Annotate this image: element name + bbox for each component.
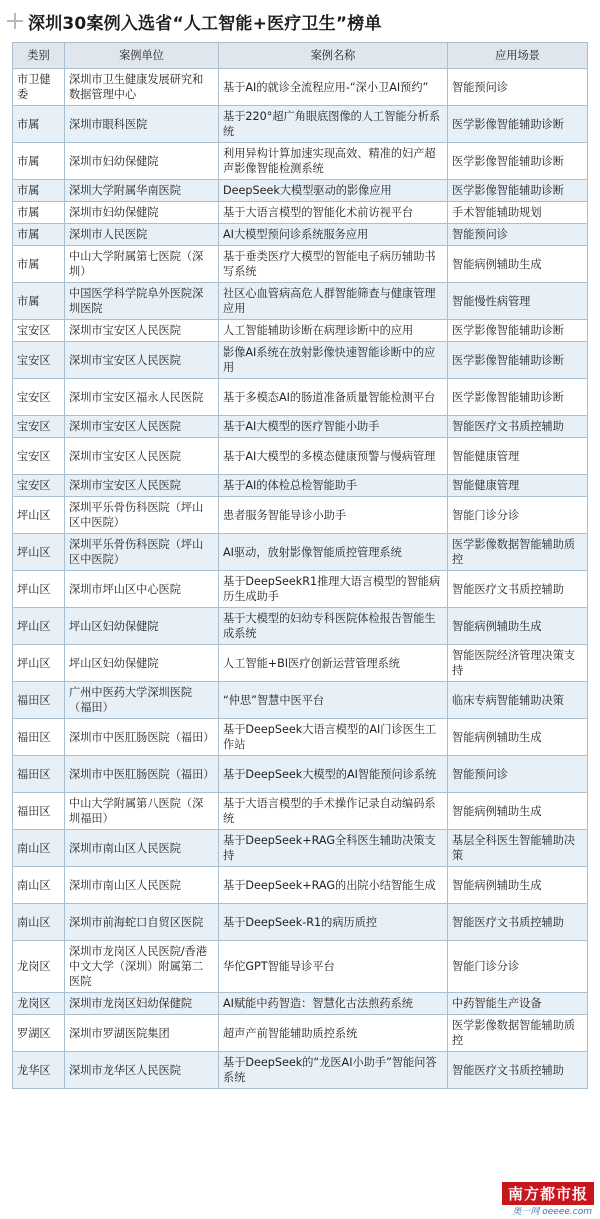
case-name-cell: 基于大语言模型的智能化术前访视平台 <box>219 202 448 224</box>
case-name-cell: 社区心血管病高危人群智能筛查与健康管理应用 <box>219 283 448 320</box>
category-cell: 罗湖区 <box>13 1015 65 1052</box>
column-header: 类别 <box>13 43 65 69</box>
category-cell: 市属 <box>13 246 65 283</box>
scenario-cell: 智能病例辅助生成 <box>448 867 588 904</box>
case-name-cell: 基于DeepSeek的“龙医AI小助手”智能问答系统 <box>219 1052 448 1089</box>
category-cell: 南山区 <box>13 867 65 904</box>
table-row <box>13 645 588 682</box>
table-row <box>13 180 588 202</box>
category-cell: 市属 <box>13 283 65 320</box>
table-row <box>13 1015 588 1052</box>
unit-cell: 深圳市宝安区人民医院 <box>65 438 219 475</box>
case-name-cell: 基于AI大模型的多模态健康预警与慢病管理 <box>219 438 448 475</box>
scenario-cell: 智能病例辅助生成 <box>448 793 588 830</box>
table-row <box>13 497 588 534</box>
unit-cell: 深圳平乐骨伤科医院（坪山区中医院） <box>65 497 219 534</box>
table-row <box>13 246 588 283</box>
category-cell: 宝安区 <box>13 320 65 342</box>
scenario-cell: 智能健康管理 <box>448 438 588 475</box>
scenario-cell: 智能预问诊 <box>448 224 588 246</box>
scenario-cell: 智能医疗文书质控辅助 <box>448 1052 588 1089</box>
category-cell: 宝安区 <box>13 342 65 379</box>
table-row <box>13 571 588 608</box>
unit-cell: 深圳市罗湖医院集团 <box>65 1015 219 1052</box>
unit-cell: 深圳市龙岗区人民医院/香港中文大学（深圳）附属第二医院 <box>65 941 219 993</box>
category-cell: 福田区 <box>13 682 65 719</box>
case-name-cell: 华佗GPT智能导诊平台 <box>219 941 448 993</box>
scenario-cell: 智能病例辅助生成 <box>448 719 588 756</box>
case-name-cell: 基于220°超广角眼底图像的人工智能分析系统 <box>219 106 448 143</box>
table-row <box>13 830 588 867</box>
scenario-cell: 智能医疗文书质控辅助 <box>448 416 588 438</box>
plus-icon <box>6 12 24 30</box>
unit-cell: 坪山区妇幼保健院 <box>65 608 219 645</box>
table-row <box>13 342 588 379</box>
table-row <box>13 202 588 224</box>
ranking-table <box>12 42 588 1089</box>
unit-cell: 深圳市卫生健康发展研究和数据管理中心 <box>65 69 219 106</box>
scenario-cell: 智能医疗文书质控辅助 <box>448 571 588 608</box>
unit-cell: 深圳市龙华区人民医院 <box>65 1052 219 1089</box>
category-cell: 宝安区 <box>13 438 65 475</box>
case-name-cell: 人工智能+BI医疗创新运营管理系统 <box>219 645 448 682</box>
category-cell: 宝安区 <box>13 475 65 497</box>
category-cell: 坪山区 <box>13 645 65 682</box>
category-cell: 坪山区 <box>13 534 65 571</box>
table-row <box>13 682 588 719</box>
column-header: 案例名称 <box>219 43 448 69</box>
scenario-cell: 医学影像智能辅助诊断 <box>448 342 588 379</box>
table-row <box>13 608 588 645</box>
table-row <box>13 283 588 320</box>
page-title: 深圳30案例入选省“人工智能+医疗卫生”榜单 <box>28 13 382 34</box>
scenario-cell: 临床专病智能辅助决策 <box>448 682 588 719</box>
table-row <box>13 867 588 904</box>
category-cell: 龙华区 <box>13 1052 65 1089</box>
scenario-cell: 医学影像智能辅助诊断 <box>448 106 588 143</box>
newspaper-logo: 南方都市报 <box>502 1182 594 1205</box>
unit-cell: 中山大学附属第八医院（深圳福田） <box>65 793 219 830</box>
case-name-cell: AI赋能中药智造：智慧化古法煎药系统 <box>219 993 448 1015</box>
table-header-row <box>13 43 588 69</box>
unit-cell: 深圳市中医肛肠医院（福田） <box>65 756 219 793</box>
unit-cell: 深圳平乐骨伤科医院（坪山区中医院） <box>65 534 219 571</box>
case-name-cell: 基于AI大模型的医疗智能小助手 <box>219 416 448 438</box>
unit-cell: 深圳市宝安区人民医院 <box>65 320 219 342</box>
unit-cell: 深圳市前海蛇口自贸区医院 <box>65 904 219 941</box>
case-name-cell: 基于AI的体检总检智能助手 <box>219 475 448 497</box>
case-name-cell: 人工智能辅助诊断在病理诊断中的应用 <box>219 320 448 342</box>
case-name-cell: 基于DeepSeek大模型的AI智能预问诊系统 <box>219 756 448 793</box>
case-name-cell: AI大模型预问诊系统服务应用 <box>219 224 448 246</box>
column-header: 应用场景 <box>448 43 588 69</box>
table-row <box>13 106 588 143</box>
scenario-cell: 智能健康管理 <box>448 475 588 497</box>
case-name-cell: 基于DeepSeek-R1的病历质控 <box>219 904 448 941</box>
table-row <box>13 438 588 475</box>
case-name-cell: 利用异构计算加速实现高效、精准的妇产超声影像智能检测系统 <box>219 143 448 180</box>
scenario-cell: 智能预问诊 <box>448 756 588 793</box>
unit-cell: 深圳市宝安区人民医院 <box>65 342 219 379</box>
case-name-cell: 基于DeepSeek大语言模型的AI门诊医生工作站 <box>219 719 448 756</box>
category-cell: 福田区 <box>13 793 65 830</box>
category-cell: 市属 <box>13 202 65 224</box>
scenario-cell: 智能医院经济管理决策支持 <box>448 645 588 682</box>
category-cell: 福田区 <box>13 756 65 793</box>
scenario-cell: 医学影像智能辅助诊断 <box>448 379 588 416</box>
category-cell: 龙岗区 <box>13 941 65 993</box>
unit-cell: 深圳市坪山区中心医院 <box>65 571 219 608</box>
category-cell: 坪山区 <box>13 608 65 645</box>
table-row <box>13 904 588 941</box>
table-row <box>13 719 588 756</box>
title-bar <box>6 6 594 36</box>
unit-cell: 深圳市南山区人民医院 <box>65 867 219 904</box>
scenario-cell: 医学影像智能辅助诊断 <box>448 180 588 202</box>
scenario-cell: 智能病例辅助生成 <box>448 246 588 283</box>
category-cell: 坪山区 <box>13 571 65 608</box>
scenario-cell: 手术智能辅助规划 <box>448 202 588 224</box>
category-cell: 福田区 <box>13 719 65 756</box>
unit-cell: 深圳市宝安区人民医院 <box>65 475 219 497</box>
table-row <box>13 475 588 497</box>
case-name-cell: 基于多模态AI的肠道准备质量智能检测平台 <box>219 379 448 416</box>
unit-cell: 坪山区妇幼保健院 <box>65 645 219 682</box>
case-name-cell: 基于DeepSeek+RAG的出院小结智能生成 <box>219 867 448 904</box>
scenario-cell: 中药智能生产设备 <box>448 993 588 1015</box>
category-cell: 市属 <box>13 224 65 246</box>
case-name-cell: 基于DeepSeekR1推理大语言模型的智能病历生成助手 <box>219 571 448 608</box>
scenario-cell: 智能病例辅助生成 <box>448 608 588 645</box>
table-row <box>13 320 588 342</box>
unit-cell: 深圳市宝安区人民医院 <box>65 416 219 438</box>
unit-cell: 深圳市人民医院 <box>65 224 219 246</box>
unit-cell: 广州中医药大学深圳医院（福田） <box>65 682 219 719</box>
scenario-cell: 智能预问诊 <box>448 69 588 106</box>
column-header: 案例单位 <box>65 43 219 69</box>
unit-cell: 深圳市中医肛肠医院（福田） <box>65 719 219 756</box>
unit-cell: 深圳市妇幼保健院 <box>65 143 219 180</box>
table-row <box>13 941 588 993</box>
unit-cell: 深圳市眼科医院 <box>65 106 219 143</box>
category-cell: 市属 <box>13 106 65 143</box>
category-cell: 龙岗区 <box>13 993 65 1015</box>
scenario-cell: 医学影像智能辅助诊断 <box>448 320 588 342</box>
table-row <box>13 793 588 830</box>
table-body <box>13 69 588 1089</box>
unit-cell: 中国医学科学院阜外医院深圳医院 <box>65 283 219 320</box>
unit-cell: 深圳市龙岗区妇幼保健院 <box>65 993 219 1015</box>
table-row <box>13 993 588 1015</box>
scenario-cell: 智能慢性病管理 <box>448 283 588 320</box>
category-cell: 市卫健委 <box>13 69 65 106</box>
scenario-cell: 智能医疗文书质控辅助 <box>448 904 588 941</box>
case-name-cell: 基于垂类医疗大模型的智能电子病历辅助书写系统 <box>219 246 448 283</box>
unit-cell: 深圳市宝安区福永人民医院 <box>65 379 219 416</box>
category-cell: 市属 <box>13 180 65 202</box>
table-row <box>13 534 588 571</box>
scenario-cell: 医学影像智能辅助诊断 <box>448 143 588 180</box>
table-row <box>13 69 588 106</box>
website-logo: 奥一网 oeeee.com <box>512 1207 592 1217</box>
category-cell: 宝安区 <box>13 416 65 438</box>
case-name-cell: 基于DeepSeek+RAG全科医生辅助决策支持 <box>219 830 448 867</box>
table-row <box>13 756 588 793</box>
unit-cell: 深圳市妇幼保健院 <box>65 202 219 224</box>
category-cell: 南山区 <box>13 904 65 941</box>
scenario-cell: 智能门诊分诊 <box>448 941 588 993</box>
table-row <box>13 143 588 180</box>
scenario-cell: 智能门诊分诊 <box>448 497 588 534</box>
category-cell: 市属 <box>13 143 65 180</box>
scenario-cell: 基层全科医生智能辅助决策 <box>448 830 588 867</box>
table-row <box>13 1052 588 1089</box>
category-cell: 坪山区 <box>13 497 65 534</box>
unit-cell: 深圳大学附属华南医院 <box>65 180 219 202</box>
unit-cell: 深圳市南山区人民医院 <box>65 830 219 867</box>
case-name-cell: 基于大语言模型的手术操作记录自动编码系统 <box>219 793 448 830</box>
scenario-cell: 医学影像数据智能辅助质控 <box>448 534 588 571</box>
case-name-cell: AI驱动，放射影像智能质控管理系统 <box>219 534 448 571</box>
table-row <box>13 379 588 416</box>
case-name-cell: “仲思”智慧中医平台 <box>219 682 448 719</box>
table-row <box>13 224 588 246</box>
table-row <box>13 416 588 438</box>
scenario-cell: 医学影像数据智能辅助质控 <box>448 1015 588 1052</box>
unit-cell: 中山大学附属第七医院（深圳） <box>65 246 219 283</box>
case-name-cell: DeepSeek大模型驱动的影像应用 <box>219 180 448 202</box>
category-cell: 南山区 <box>13 830 65 867</box>
case-name-cell: 超声产前智能辅助质控系统 <box>219 1015 448 1052</box>
case-name-cell: 影像AI系统在放射影像快速智能诊断中的应用 <box>219 342 448 379</box>
case-name-cell: 基于大模型的妇幼专科医院体检报告智能生成系统 <box>219 608 448 645</box>
category-cell: 宝安区 <box>13 379 65 416</box>
case-name-cell: 基于AI的就诊全流程应用-“深小卫AI预约” <box>219 69 448 106</box>
case-name-cell: 患者服务智能导诊小助手 <box>219 497 448 534</box>
